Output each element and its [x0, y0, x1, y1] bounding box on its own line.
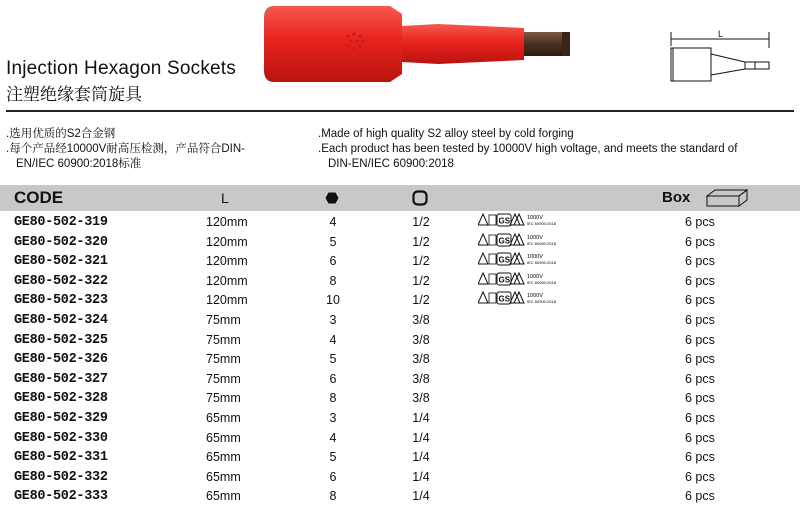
table-row [0, 213, 800, 233]
row-hex-size: 6 [329, 254, 337, 269]
table-row [0, 487, 800, 507]
row-length: 120mm [206, 215, 248, 229]
title-cn: 注塑绝缘套筒旋具 [6, 85, 142, 104]
row-hex-size: 5 [329, 234, 337, 249]
row-code: GE80-502-328 [14, 391, 108, 407]
title-divider [6, 110, 794, 112]
row-drive-size: 1/2 [412, 234, 430, 249]
row-length: 120mm [206, 273, 248, 288]
row-hex-size: 8 [329, 273, 337, 288]
row-hex-size: 4 [329, 332, 337, 347]
row-hex-size: 8 [329, 391, 337, 406]
row-drive-size: 3/8 [412, 352, 430, 367]
row-drive-size: 3/8 [412, 391, 430, 406]
row-drive-size: 3/8 [412, 371, 430, 386]
table-row [0, 468, 800, 488]
feature-cn-line: .每个产品经10000V耐高压检测，产品符合DIN- [6, 143, 245, 155]
row-drive-size: 1/4 [412, 469, 430, 484]
svg-text:GS: GS [498, 275, 511, 285]
row-hex-size: 4 [329, 215, 337, 229]
feature-en-line: .Made of high quality S2 alloy steel by cold forging [318, 128, 574, 140]
table-row [0, 448, 800, 468]
features-en [318, 127, 798, 172]
row-drive-size: 1/4 [412, 450, 430, 465]
row-hex-size: 5 [329, 352, 337, 367]
warning-triangle-icon [478, 292, 488, 303]
row-hex-size: 4 [329, 430, 337, 445]
warning-triangle-icon [478, 214, 488, 225]
row-drive-size: 3/8 [412, 313, 430, 327]
row-length: 65mm [206, 489, 241, 504]
row-code: GE80-502-326 [14, 352, 108, 368]
cert-standard: IEC 60900:2018 [527, 299, 556, 305]
row-length: 75mm [206, 371, 241, 386]
row-box-qty: 6 pcs [685, 430, 715, 445]
row-hex-size: 10 [326, 293, 340, 308]
row-hex-size: 6 [329, 371, 337, 386]
row-code: GE80-502-325 [14, 332, 108, 348]
svg-text:GS: GS [498, 294, 511, 304]
feature-en-line: DIN-EN/IEC 60900:2018 [328, 158, 454, 170]
row-hex-size: 3 [329, 411, 337, 425]
row-code: GE80-502-327 [14, 371, 108, 387]
table-row [0, 370, 800, 390]
warning-triangle-icon [478, 234, 488, 245]
row-code: GE80-502-332 [14, 469, 108, 485]
row-box-qty: 6 pcs [685, 352, 715, 367]
row-drive-size: 1/4 [412, 489, 430, 504]
table-row [0, 389, 800, 409]
cert-voltage: 1000V [527, 293, 543, 300]
row-code: GE80-502-324 [14, 313, 108, 328]
row-hex-size: 8 [329, 489, 337, 504]
dimension-diagram [660, 26, 780, 86]
feature-cn-line: .选用优质的S2合金钢 [6, 128, 116, 140]
row-length: 75mm [206, 391, 241, 406]
row-box-qty: 6 pcs [685, 215, 715, 229]
row-code: GE80-502-329 [14, 411, 108, 426]
cert-standard: IEC 60900:2018 [527, 279, 556, 285]
warning-triangle-icon [478, 253, 488, 264]
row-code: GE80-502-320 [14, 234, 108, 250]
row-drive-size: 1/4 [412, 430, 430, 445]
cert-standard: IEC 60900:2018 [527, 240, 556, 246]
cert-standard: IEC 60900:2018 [527, 260, 556, 266]
insulation-icon [489, 215, 496, 225]
table-row [0, 291, 800, 311]
cert-voltage: 1000V [527, 215, 543, 221]
header-box: Box [662, 189, 691, 206]
row-code: GE80-502-319 [14, 215, 108, 230]
insulation-icon [489, 293, 496, 303]
insulation-icon [489, 254, 496, 264]
row-length: 75mm [206, 352, 241, 367]
row-drive-size: 1/2 [412, 273, 430, 288]
row-hex-size: 5 [329, 450, 337, 465]
row-hex-size: 3 [329, 313, 337, 327]
socket-body [264, 6, 524, 82]
table-row [0, 429, 800, 449]
row-box-qty: 6 pcs [685, 254, 715, 269]
title-en: Injection Hexagon Sockets [6, 58, 236, 79]
table-row [0, 311, 800, 331]
row-code: GE80-502-333 [14, 489, 108, 505]
certification-icons [478, 272, 558, 286]
row-length: 120mm [206, 293, 248, 308]
cert-voltage: 1000V [527, 254, 543, 261]
row-box-qty: 6 pcs [685, 293, 715, 308]
row-box-qty: 6 pcs [685, 371, 715, 386]
warning-triangle-icon [478, 273, 488, 284]
row-length: 75mm [206, 332, 241, 347]
row-length: 65mm [206, 430, 241, 445]
row-drive-size: 3/8 [412, 332, 430, 347]
svg-text:GS: GS [498, 255, 511, 265]
box-icon [706, 189, 748, 207]
features-cn [6, 127, 306, 172]
row-code: GE80-502-323 [14, 293, 108, 309]
row-drive-size: 1/4 [412, 411, 430, 425]
row-box-qty: 6 pcs [685, 332, 715, 347]
hex-bit [524, 32, 570, 56]
header-code: CODE [14, 188, 64, 207]
row-box-qty: 6 pcs [685, 450, 715, 465]
row-code: GE80-502-321 [14, 254, 108, 270]
header-length: L [221, 190, 229, 206]
row-drive-size: 1/2 [412, 293, 430, 308]
hexagon-icon [325, 192, 339, 204]
row-code: GE80-502-331 [14, 450, 108, 466]
row-box-qty: 6 pcs [685, 489, 715, 504]
row-length: 75mm [206, 313, 241, 327]
row-length: 65mm [206, 469, 241, 484]
table-row [0, 252, 800, 272]
table-row [0, 272, 800, 292]
table-header [0, 185, 800, 211]
cert-standard: IEC 60900:2018 [527, 221, 556, 226]
svg-text:GS: GS [498, 216, 511, 226]
feature-cn-line: EN/IEC 60900:2018标准 [16, 158, 142, 170]
table-row [0, 350, 800, 370]
table-row [0, 233, 800, 253]
row-length: 120mm [206, 234, 248, 249]
row-length: 65mm [206, 450, 241, 465]
row-box-qty: 6 pcs [685, 273, 715, 288]
cert-voltage: 1000V [527, 234, 543, 241]
row-hex-size: 6 [329, 469, 337, 484]
row-box-qty: 6 pcs [685, 469, 715, 484]
row-box-qty: 6 pcs [685, 391, 715, 406]
row-drive-size: 1/2 [412, 254, 430, 269]
square-drive-icon [412, 190, 428, 206]
row-length: 120mm [206, 254, 248, 269]
certification-icons [478, 233, 558, 247]
cert-voltage: 1000V [527, 273, 543, 280]
row-box-qty: 6 pcs [685, 234, 715, 249]
table-row [0, 409, 800, 429]
row-code: GE80-502-330 [14, 430, 108, 446]
svg-text:GS: GS [498, 236, 511, 246]
insulation-icon [489, 274, 496, 284]
feature-en-line: .Each product has been tested by 10000V high voltage, and meets the standard of [318, 143, 738, 155]
certification-icons [478, 213, 558, 227]
certification-icons [478, 252, 558, 266]
row-code: GE80-502-322 [14, 273, 108, 289]
certification-icons [478, 291, 558, 305]
row-box-qty: 6 pcs [685, 313, 715, 327]
insulation-icon [489, 235, 496, 245]
row-box-qty: 6 pcs [685, 411, 715, 425]
diagram-length-label: L [718, 29, 724, 39]
product-image [262, 0, 582, 82]
row-length: 65mm [206, 411, 241, 425]
table-row [0, 331, 800, 351]
row-drive-size: 1/2 [412, 215, 430, 229]
